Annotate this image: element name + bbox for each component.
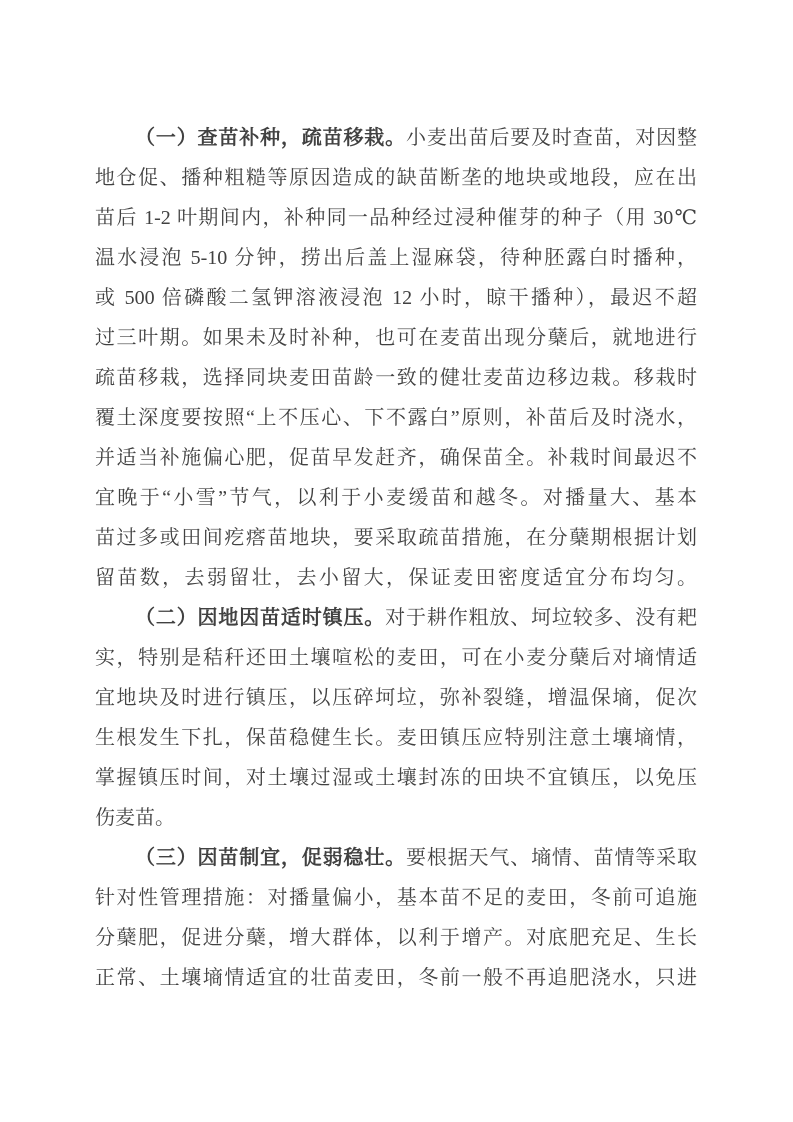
text-line xyxy=(95,838,697,878)
text-line: 分蘖肥，促进分蘖，增大群体，以利于增产。对底肥充足、生长 xyxy=(95,927,697,949)
text-line: 温水浸泡 5-10 分钟，捞出后盖上湿麻袋，待种胚露白时播种， xyxy=(95,247,697,269)
line-text: 小麦出苗后要及时查苗，对因整 xyxy=(406,127,697,149)
text-line: 留苗数，去弱留壮，去小留大，保证麦田密度适宜分布均匀。 xyxy=(95,567,697,589)
text-line: 针对性管理措施：对播量偏小，基本苗不足的麦田，冬前可追施 xyxy=(95,887,697,909)
text-line: 或 500 倍磷酸二氢钾溶液浸泡 12 小时，晾干播种），最迟不超 xyxy=(95,287,697,309)
text-line: 生根发生下扎，保苗稳健生长。麦田镇压应特别注意土壤墒情， xyxy=(95,727,697,749)
text-line xyxy=(95,118,697,158)
line-text: 对于耕作粗放、坷垃较多、没有耙 xyxy=(385,607,697,629)
text-line: 掌握镇压时间，对土壤过湿或土壤封冻的田块不宜镇压，以免压 xyxy=(95,767,697,789)
paragraph-lead: （三）因苗制宜，促弱稳壮。 xyxy=(135,847,406,869)
text-line: 实，特别是秸秆还田土壤喧松的麦田，可在小麦分蘖后对墒情适 xyxy=(95,647,697,669)
text-line: 宜地块及时进行镇压，以压碎坷垃，弥补裂缝，增温保墒，促次 xyxy=(95,687,697,709)
line-text: 要根据天气、墒情、苗情等采取 xyxy=(406,847,697,869)
text-line: 正常、土壤墒情适宜的壮苗麦田，冬前一般不再追肥浇水，只进 xyxy=(95,967,697,989)
text-column xyxy=(95,118,697,998)
text-line: 并适当补施偏心肥，促苗早发赶齐，确保苗全。补栽时间最迟不 xyxy=(95,447,697,469)
text-line: 宜晚于“小雪”节气，以利于小麦缓苗和越冬。对播量大、基本 xyxy=(95,487,697,509)
paragraph-lead: （二）因地因苗适时镇压。 xyxy=(135,607,386,629)
text-line: 过三叶期。如果未及时补种，也可在麦苗出现分蘖后，就地进行 xyxy=(95,327,697,349)
text-line: 覆土深度要按照“上不压心、下不露白”原则，补苗后及时浇水， xyxy=(95,407,697,429)
text-line: 苗后 1-2 叶期间内，补种同一品种经过浸种催芽的种子（用 30℃ xyxy=(95,207,697,229)
text-line: 苗过多或田间疙瘩苗地块，要采取疏苗措施，在分蘖期根据计划 xyxy=(95,527,697,549)
text-line: 伤麦苗。 xyxy=(95,807,175,829)
text-line: 疏苗移栽，选择同块麦田苗龄一致的健壮麦苗边移边栽。移栽时 xyxy=(95,367,697,389)
text-line xyxy=(95,598,697,638)
text-line: 地仓促、播种粗糙等原因造成的缺苗断垄的地块或地段，应在出 xyxy=(95,167,697,189)
paragraph-lead: （一）查苗补种，疏苗移栽。 xyxy=(135,127,406,149)
